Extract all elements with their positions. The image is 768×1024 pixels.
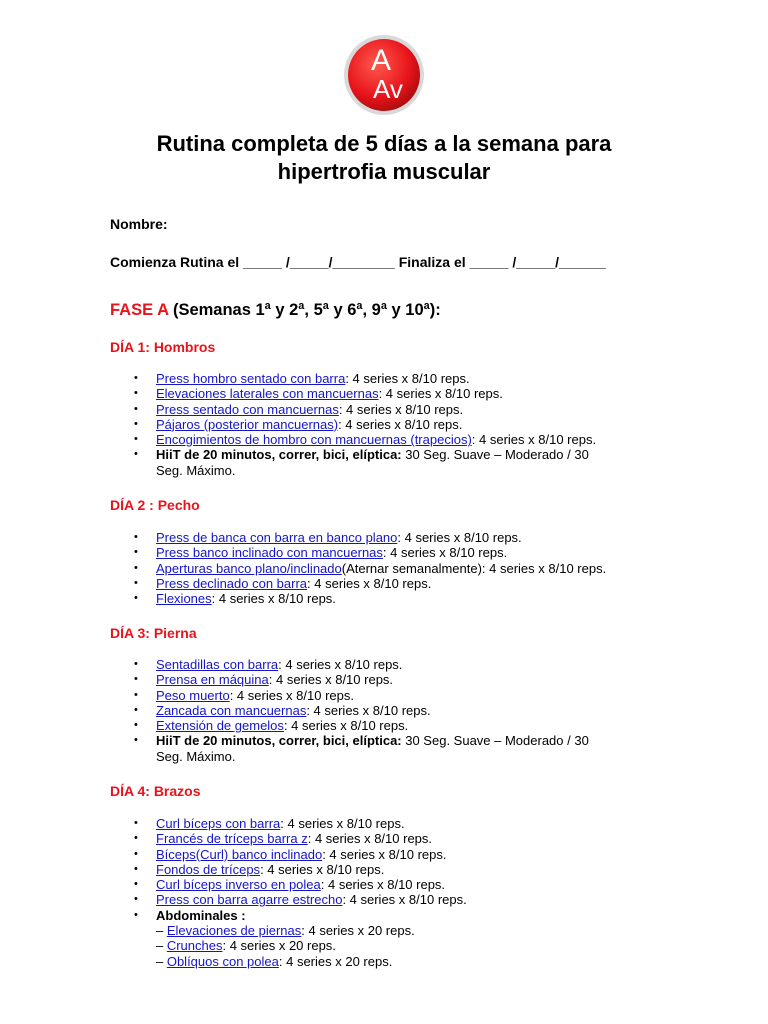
bullet-icon: • xyxy=(134,448,138,461)
abs-label: Abdominales : xyxy=(156,907,246,923)
bullet-icon: • xyxy=(134,862,138,875)
exercise-link[interactable]: Prensa en máquina xyxy=(156,672,269,688)
phase-weeks: (Semanas 1ª y 2ª, 5ª y 6ª, 9ª y 10ª): xyxy=(168,301,441,319)
exercise-link[interactable]: Aperturas banco plano/inclinado xyxy=(156,560,342,576)
bullet-icon: • xyxy=(134,372,138,384)
exercise-detail: : 4 series x 8/10 reps. xyxy=(471,432,597,448)
bullet-icon: • xyxy=(134,673,138,686)
exercise-link[interactable]: Curl bíceps con barra xyxy=(156,816,281,831)
exercise-link[interactable]: Oblíquos con polea xyxy=(166,953,279,969)
bullet-icon: • xyxy=(134,878,138,891)
abs-sub-item xyxy=(156,938,710,953)
exercise-link[interactable]: Flexiones xyxy=(156,591,212,607)
exercise-link[interactable]: Curl bíceps inverso en polea xyxy=(156,877,321,893)
exercise-link[interactable]: Encogimientos de hombro con mancuernas (trapecios) xyxy=(156,432,472,448)
abs-sub-item xyxy=(156,954,710,969)
exercise-link[interactable]: Crunches xyxy=(166,938,223,954)
list-item xyxy=(110,402,710,417)
title-line-1: Rutina completa de 5 días a la semana para xyxy=(156,131,612,156)
list-item xyxy=(110,591,710,606)
exercise-detail: : 4 series x 8/10 reps. xyxy=(378,386,503,402)
phase-label: FASE A xyxy=(110,301,169,319)
aav-logo xyxy=(343,34,425,116)
exercise-detail: : 4 series x 8/10 reps. xyxy=(229,687,354,703)
list-item xyxy=(110,816,710,831)
hiit-detail: 30 Seg. Suave – Moderado / 30 xyxy=(401,447,589,463)
exercise-detail: : 4 series x 8/10 reps. xyxy=(338,416,463,432)
bullet-icon: • xyxy=(134,546,138,559)
bullet-icon: • xyxy=(134,531,138,543)
exercise-detail: : 4 series x 8/10 reps. xyxy=(283,718,409,734)
dash: – xyxy=(156,923,167,939)
list-item xyxy=(110,862,710,877)
bullet-icon: • xyxy=(134,893,138,906)
list-item xyxy=(110,688,710,703)
list-item xyxy=(110,657,710,672)
exercise-detail: : 4 series x 8/10 reps. xyxy=(307,575,432,591)
day-3-heading: DÍA 3: Pierna xyxy=(110,625,197,641)
list-item xyxy=(110,561,710,576)
exercise-detail: : 4 series x 8/10 reps. xyxy=(338,401,464,417)
exercise-detail: : 4 series x 8/10 reps. xyxy=(260,861,385,877)
exercise-link[interactable]: Sentadillas con barra xyxy=(156,657,279,672)
page-title xyxy=(0,130,768,186)
bullet-icon: • xyxy=(134,719,138,732)
day-2-list xyxy=(110,530,710,606)
list-item xyxy=(110,545,710,560)
exercise-link[interactable]: Pájaros (posterior mancuernas) xyxy=(156,416,339,432)
day-2-heading: DÍA 2 : Pecho xyxy=(110,497,200,513)
exercise-detail: : 4 series x 8/10 reps. xyxy=(211,591,336,607)
hiit-label: HiiT de 20 minutos, correr, bici, elíptica: xyxy=(156,447,402,463)
list-item xyxy=(110,432,710,447)
day-4-heading: DÍA 4: Brazos xyxy=(110,783,201,799)
list-item xyxy=(110,672,710,687)
abs-item xyxy=(110,908,710,969)
dash: – xyxy=(156,953,167,969)
bullet-icon: • xyxy=(134,402,138,415)
hiit-item xyxy=(110,447,710,478)
list-item xyxy=(110,417,710,432)
list-item xyxy=(110,877,710,892)
bullet-icon: • xyxy=(134,908,138,921)
exercise-link[interactable]: Press hombro sentado con barra xyxy=(156,371,346,386)
phase-heading xyxy=(110,301,441,320)
exercise-link[interactable]: Zancada con mancuernas xyxy=(156,702,307,718)
bullet-icon: • xyxy=(134,703,138,716)
exercise-link[interactable]: Press banco inclinado con mancuernas xyxy=(156,545,383,561)
bullet-icon: • xyxy=(134,817,138,829)
exercise-detail: : 4 series x 8/10 reps. xyxy=(345,371,470,386)
exercise-link[interactable]: Elevaciones laterales con mancuernas xyxy=(156,386,379,402)
exercise-detail: : 4 series x 8/10 reps. xyxy=(278,657,403,672)
bullet-icon: • xyxy=(134,832,138,845)
list-item xyxy=(110,831,710,846)
exercise-detail: : 4 series x 20 reps. xyxy=(222,938,336,954)
exercise-link[interactable]: Elevaciones de piernas xyxy=(166,923,302,939)
bullet-icon: • xyxy=(134,417,138,430)
day-1-heading: DÍA 1: Hombros xyxy=(110,339,216,355)
bullet-icon: • xyxy=(134,576,138,589)
exercise-link[interactable]: Press declinado con barra xyxy=(156,575,308,591)
hiit-detail-line-2: Seg. Máximo. xyxy=(156,462,236,478)
logo-letters-av: Av xyxy=(373,74,403,104)
exercise-link[interactable]: Francés de tríceps barra z xyxy=(156,831,308,847)
hiit-label: HiiT de 20 minutos, correr, bici, elíptica: xyxy=(156,733,402,749)
exercise-detail: : 4 series x 20 reps. xyxy=(278,953,393,969)
list-item xyxy=(110,386,710,401)
exercise-detail: : 4 series x 8/10 reps. xyxy=(268,672,394,688)
exercise-link[interactable]: Press con barra agarre estrecho xyxy=(156,892,343,908)
exercise-detail: : 4 series x 8/10 reps. xyxy=(342,892,467,908)
day-3-list xyxy=(110,657,710,764)
exercise-detail: : 4 series x 8/10 reps. xyxy=(382,545,508,561)
dates-field: Comienza Rutina el _____ /_____/________ Finaliza el _____ /_____/______ xyxy=(110,254,606,270)
hiit-item xyxy=(110,733,710,764)
exercise-detail: (Aternar semanalmente): 4 series x 8/10 reps. xyxy=(341,560,607,576)
bullet-icon: • xyxy=(134,561,138,574)
logo-letter-a: A xyxy=(371,44,392,77)
list-item xyxy=(110,718,710,733)
exercise-detail: : 4 series x 8/10 reps. xyxy=(280,816,405,831)
title-line-2: hipertrofia muscular xyxy=(277,159,491,184)
abs-sub-item xyxy=(156,923,710,938)
exercise-link[interactable]: Fondos de tríceps xyxy=(156,861,261,877)
exercise-detail: : 4 series x 8/10 reps. xyxy=(322,846,447,862)
bullet-icon: • xyxy=(134,433,138,446)
list-item xyxy=(110,576,710,591)
list-item xyxy=(110,847,710,862)
list-item xyxy=(110,530,710,545)
exercise-detail: : 4 series x 8/10 reps. xyxy=(320,877,446,893)
exercise-link[interactable]: Press sentado con mancuernas xyxy=(156,401,339,417)
dash: – xyxy=(156,938,167,954)
nombre-field: Nombre: xyxy=(110,216,168,232)
exercise-detail: : 4 series x 8/10 reps. xyxy=(306,702,431,718)
bullet-icon: • xyxy=(134,592,138,605)
hiit-detail: 30 Seg. Suave – Moderado / 30 xyxy=(401,733,589,749)
exercise-link[interactable]: Extensión de gemelos xyxy=(156,718,284,734)
list-item xyxy=(110,892,710,907)
bullet-icon: • xyxy=(134,734,138,747)
day-4-list xyxy=(110,816,710,969)
exercise-link[interactable]: Press de banca con barra en banco plano xyxy=(156,530,398,545)
exercise-link[interactable]: Bíceps(Curl) banco inclinado xyxy=(156,846,323,862)
exercise-detail: : 4 series x 8/10 reps. xyxy=(397,530,522,545)
list-item xyxy=(110,703,710,718)
exercise-detail: : 4 series x 20 reps. xyxy=(301,923,415,939)
bullet-icon: • xyxy=(134,847,138,860)
hiit-detail-line-2: Seg. Máximo. xyxy=(156,748,236,764)
exercise-link[interactable]: Peso muerto xyxy=(156,687,230,703)
bullet-icon: • xyxy=(134,688,138,701)
bullet-icon: • xyxy=(134,658,138,670)
list-item xyxy=(110,371,710,386)
bullet-icon: • xyxy=(134,387,138,400)
day-1-list xyxy=(110,371,710,478)
exercise-detail: : 4 series x 8/10 reps. xyxy=(307,831,433,847)
